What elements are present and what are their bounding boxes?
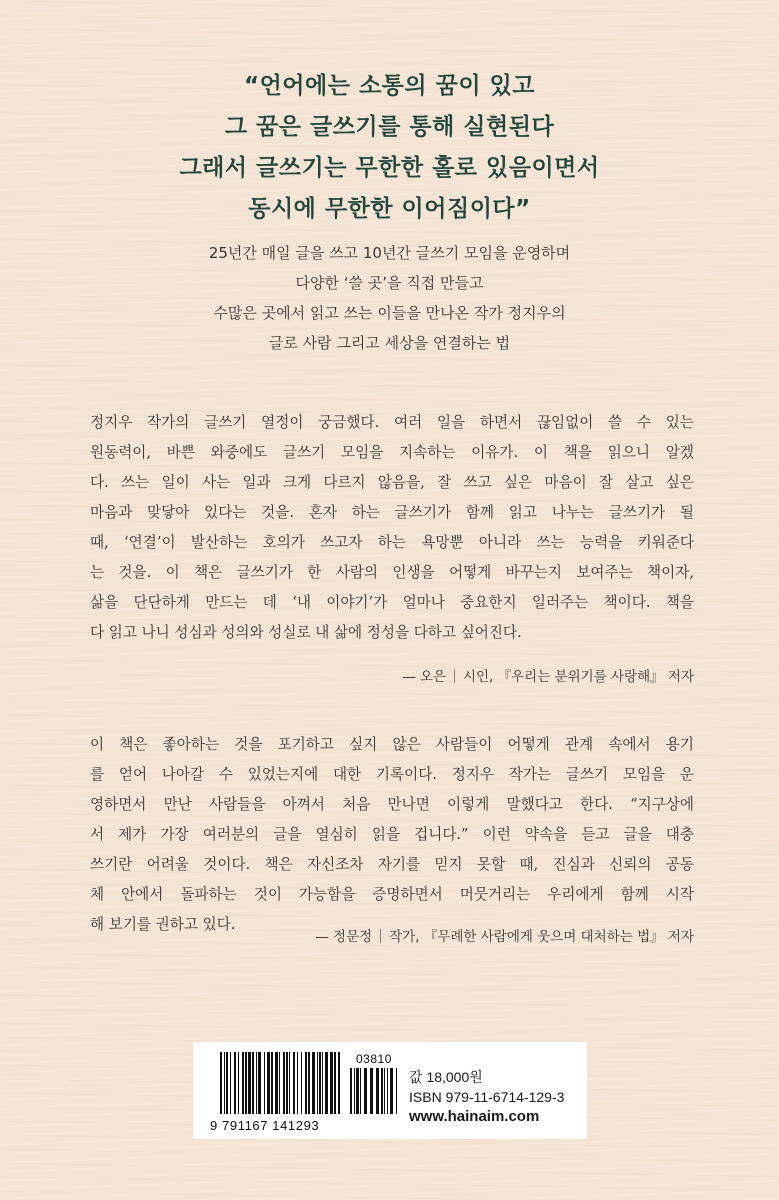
review-line: 이 책은 좋아하는 것을 포기하고 싶지 않은 사람들이 어떻게 관계 속에서 용기 (90, 736, 694, 753)
barcode-bar (350, 1068, 352, 1114)
review-line: 해 보기를 권하고 있다. (90, 916, 236, 933)
divider (454, 669, 455, 683)
review-line: 다. 쓰는 일이 사는 일과 크게 다르지 않음을, 잘 쓰고 싶은 마음이 잘 살고 싶은 (90, 474, 694, 491)
review-line: 서 제가 가장 여러분의 글을 열심히 읽을 겁니다.” 이런 약속을 듣고 글을 대충 (90, 826, 694, 843)
barcode-bar (279, 1052, 280, 1114)
barcode-panel (193, 1042, 587, 1139)
barcode-bar (381, 1068, 383, 1114)
barcode-bar (234, 1052, 236, 1114)
barcode-bar (370, 1068, 373, 1114)
barcode-bar (245, 1052, 247, 1114)
review-line: 마음과 맞닿아 있다는 것을. 혼자 하는 글쓰기가 함께 읽고 나누는 글쓰기가 될 (90, 504, 694, 521)
attribution-role: 작가, 『무례한 사람에게 웃으며 대처하는 법』 저자 (389, 929, 694, 945)
review-line: 체 안에서 돌파하는 것이 가능함을 증명하면서 머뭇거리는 우리에게 함께 시작 (90, 886, 694, 903)
barcode-bar (252, 1052, 254, 1114)
price-info (409, 1067, 564, 1127)
attribution-name: — 오은 (402, 669, 446, 685)
barcode-bar (297, 1052, 298, 1114)
barcode-bar (283, 1052, 285, 1114)
divider (380, 929, 381, 943)
barcode-bar (312, 1052, 315, 1114)
review-line: 다 읽고 나니 성심과 성의와 성실로 내 삶에 정성을 다하고 싶어진다. (90, 624, 522, 641)
review-line: 정지우 작가의 글쓰기 열정이 궁금했다. 여러 일을 하면서 끊임없이 쓸 수 있는 (90, 414, 694, 431)
barcode-bar (220, 1052, 222, 1114)
barcode-bar (293, 1052, 295, 1114)
barcode-bar (267, 1052, 270, 1114)
attribution-name: — 정문정 (315, 929, 373, 945)
review-line: 쓰기란 어려울 것이다. 책은 자신조차 자기를 믿지 못할 때, 진심과 신뢰의 공동 (90, 856, 694, 873)
barcode-bar (387, 1068, 388, 1114)
review-jungmoonjung-attribution (315, 925, 694, 945)
barcode-bar (264, 1052, 265, 1114)
review-line: 삶을 단단하게 만드는 데 ‘내 이야기’가 얼마나 중요한지 일러주는 책이다. 책을 (90, 594, 694, 611)
barcode-bar (301, 1052, 302, 1114)
headline-quote (0, 66, 779, 230)
barcode-bar (330, 1052, 333, 1114)
price-label: 값 18,000원 (409, 1069, 483, 1085)
review-line: 를 얻어 나아갈 수 있었는지에 대한 기록이다. 정지우 작가는 글쓰기 모임을 운 (90, 766, 694, 783)
headline-line: 동시에 무한한 이어짐이다” (248, 196, 531, 222)
barcode-bar (354, 1068, 355, 1114)
barcode-bar (275, 1052, 278, 1114)
subheading (0, 238, 779, 358)
barcode-bar (356, 1068, 359, 1114)
review-line: 원동력이, 바쁜 와중에도 글쓰기 모임을 지속하는 이유가. 이 책을 읽으니 알겠 (90, 444, 694, 461)
barcode-bar (376, 1068, 379, 1114)
headline-line: 그 꿈은 글쓰기를 통해 실현된다 (224, 114, 555, 140)
barcode-bar (226, 1052, 228, 1114)
barcode-bar (248, 1052, 251, 1114)
review-oeun-attribution (402, 665, 694, 685)
barcode-bar (230, 1052, 231, 1114)
review-line: 영하면서 만난 사람들을 아껴서 처음 만나면 이렇게 말했다고 한다. “지구상에 (90, 796, 694, 813)
isbn-label: ISBN 979-11-6714-129-3 (409, 1089, 565, 1105)
barcode-bar (224, 1052, 225, 1114)
subheading-line: 25년간 매일 글을 쓰고 10년간 글쓰기 모임을 운영하며 (208, 244, 571, 262)
barcode-bar (305, 1052, 307, 1114)
barcode-bar (322, 1052, 323, 1114)
barcode-bar (334, 1052, 336, 1114)
attribution-role: 시인, 『우리는 분위기를 사랑해』 저자 (462, 669, 694, 685)
barcode-bar (325, 1052, 328, 1114)
subheading-line: 수많은 곳에서 읽고 쓰는 이들을 만나온 작가 정지우의 (213, 304, 566, 322)
barcode-bar (317, 1052, 318, 1114)
barcode-bar (242, 1052, 244, 1114)
review-line: 때, ‘연결’이 발산하는 호의가 쓰고자 하는 욕망뿐 아니라 쓰는 능력을 키워준다 (90, 534, 694, 551)
barcode-bar (319, 1052, 321, 1114)
website-link: www.hainaim.com (409, 1108, 540, 1125)
headline-line: “언어에는 소통의 꿈이 있고 (243, 73, 536, 99)
subheading-line: 글로 사람 그리고 세상을 연결하는 법 (268, 334, 511, 352)
barcode-bar (396, 1068, 397, 1114)
barcode-bar (364, 1068, 367, 1114)
review-jungmoonjung (90, 730, 694, 940)
barcode-bar (289, 1052, 290, 1114)
review-oeun (90, 408, 694, 648)
barcode-bar (390, 1068, 393, 1114)
barcode-isbn-digits: 9 791167 141293 (210, 1118, 320, 1133)
barcode-bar (271, 1052, 273, 1114)
subheading-line: 다양한 ‘쓸 곳’을 직접 만들고 (295, 274, 484, 292)
barcode-bar (286, 1052, 288, 1114)
barcode-addon-digits: 03810 (356, 1052, 392, 1066)
barcode-bar (258, 1052, 261, 1114)
barcode-bar (308, 1052, 310, 1114)
headline-line: 그래서 글쓰기는 무한한 홀로 있음이면서 (179, 155, 600, 181)
barcode-bar (384, 1068, 385, 1114)
barcode-bar (360, 1068, 361, 1114)
barcode-bar (338, 1052, 340, 1114)
barcode-bar (256, 1052, 257, 1114)
review-line: 는 것을. 이 책은 글쓰기가 한 사람의 인생을 어떻게 바꾸는지 보여주는 책이자, (90, 564, 694, 581)
barcode-bar (238, 1052, 239, 1114)
